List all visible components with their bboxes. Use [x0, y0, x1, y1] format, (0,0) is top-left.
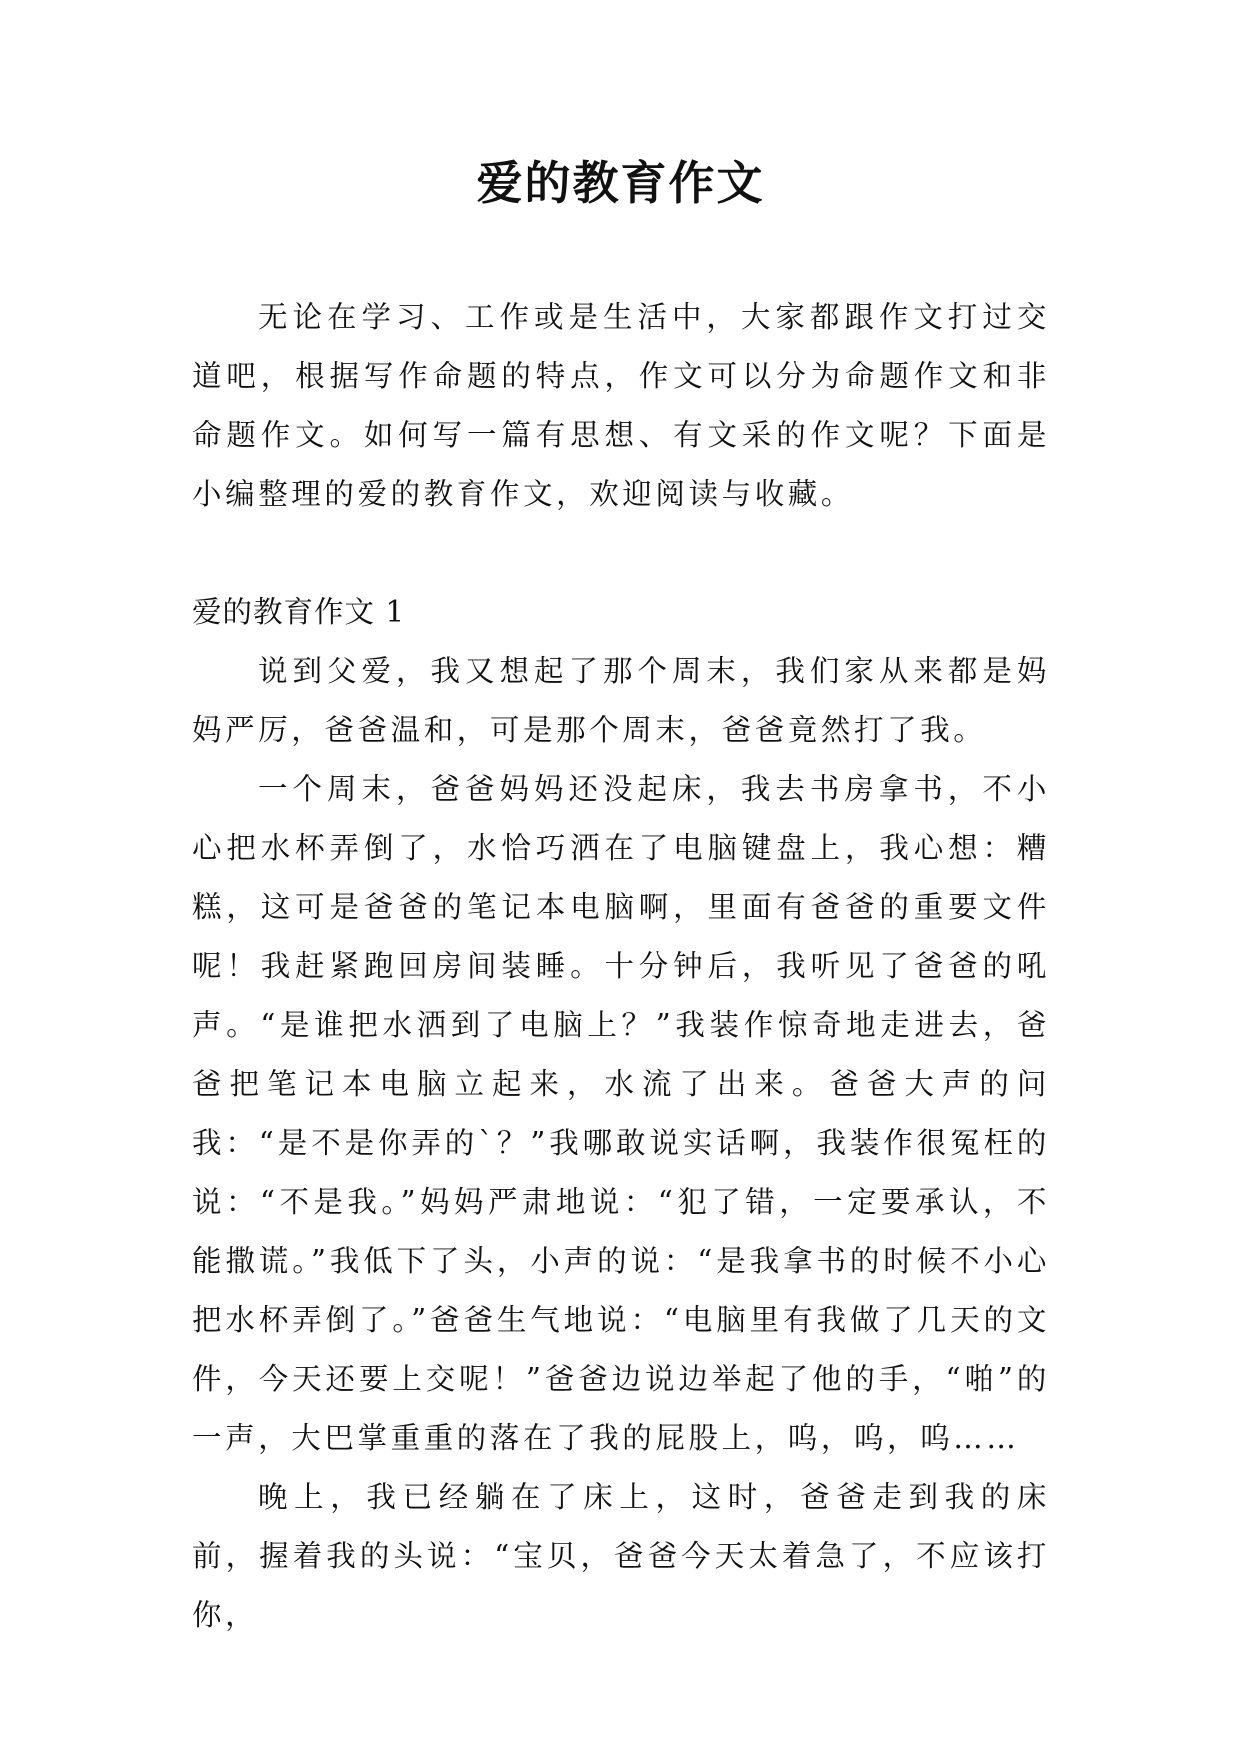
- body-paragraph: 一个周末，爸爸妈妈还没起床，我去书房拿书，不小心把水杯弄倒了，水恰巧洒在了电脑键盘上，我心想：糟糕，这可是爸爸的笔记本电脑啊，里面有爸爸的重要文件呢！我赶紧跑回房间装睡。十分钟后，我听见了爸爸的吼声。“是谁把水洒到了电脑上？”我装作惊奇地走进去，爸爸把笔记本电脑立起来，水流了出来。爸爸大声的问我：“是不是你弄的`？”我哪敢说实话啊，我装作很冤枉的说：“不是我。”妈妈严肃地说：“犯了错，一定要承认，不能撒谎。”我低下了头，小声的说：“是我拿书的时候不小心把水杯弄倒了。”爸爸生气地说：“电脑里有我做了几天的文件，今天还要上交呢！”爸爸边说边举起了他的手，“啪”的一声，大巴掌重重的落在了我的屁股上，呜，呜，呜……: [192, 772, 1050, 1455]
- intro-paragraph: 无论在学习、工作或是生活中，大家都跟作文打过交道吧，根据写作命题的特点，作文可以分为命题作文和非命题作文。如何写一篇有思想、有文采的作文呢？下面是小编整理的爱的教育作文，欢迎阅读与收藏。: [192, 300, 1050, 511]
- body-paragraph: 晚上，我已经躺在了床上，这时，爸爸走到我的床前，握着我的头说：“宝贝，爸爸今天太着急了，不应该打你，: [192, 1480, 1050, 1632]
- document-body: [192, 288, 1050, 1645]
- document-title: 爱的教育作文: [476, 156, 765, 210]
- body-paragraph: 说到父爱，我又想起了那个周末，我们家从来都是妈妈严厉，爸爸温和，可是那个周末，爸爸竟然打了我。: [192, 654, 1050, 747]
- section-heading: 爱的教育作文 1: [192, 595, 406, 629]
